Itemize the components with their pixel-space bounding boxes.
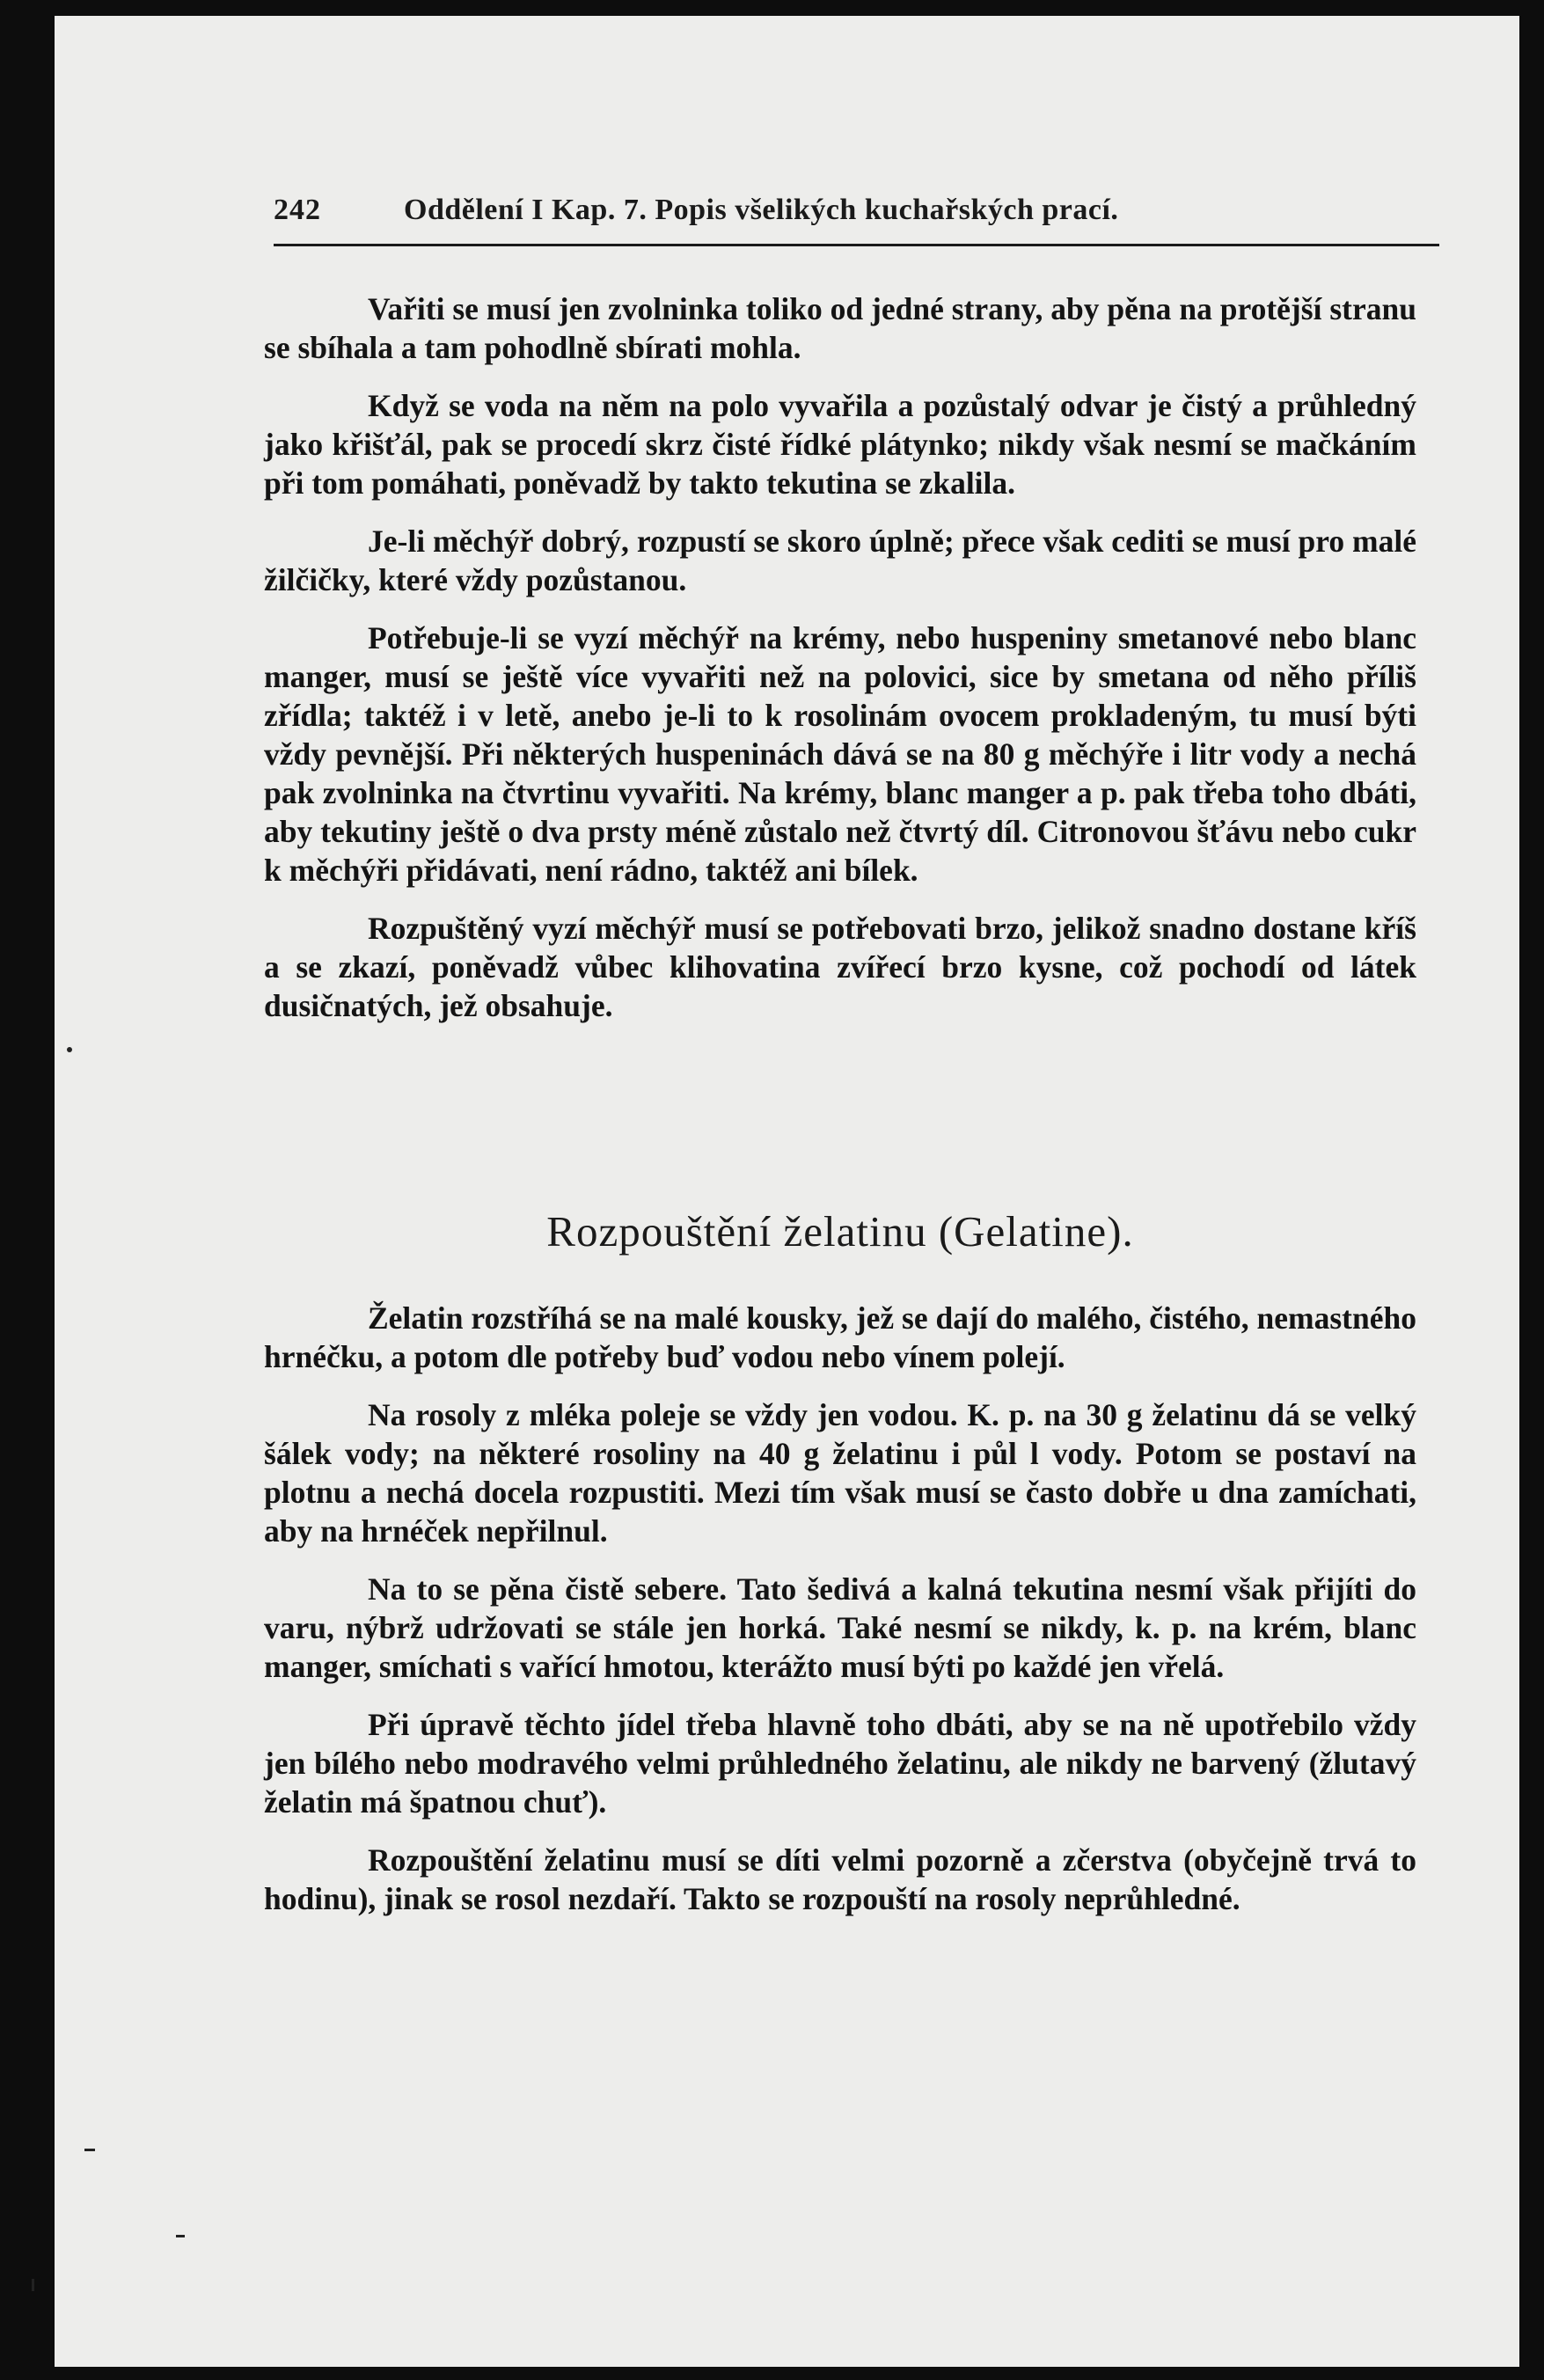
page-number: 242 xyxy=(274,194,321,226)
scan-speck xyxy=(176,2235,185,2237)
header-rule xyxy=(274,244,1439,246)
paragraph: Vařiti se musí jen zvolninka toliko od jedné strany, aby pěna na protější stranu se sbíhala a tam pohodlně sbírati mohla. xyxy=(264,291,1416,365)
paragraph: Rozpuštěný vyzí měchýř musí se potřebovati brzo, jelikož snadno dostane kříš a se zkazí, poněvadž vůbec klihovatina zvířecí brzo kysne, což pochodí od látek dusičnatých, jež obsahuje. xyxy=(264,911,1416,1023)
paragraph: Rozpouštění želatinu musí se díti velmi pozorně a zčerstva (obyčejně trvá to hodinu), jinak se rosol nezdaří. Takto se rozpouští na rosoly neprůhledné. xyxy=(264,1842,1416,1916)
section-vyzi-mechyr xyxy=(264,289,1416,1025)
scan-speck xyxy=(67,1047,72,1052)
paragraph: Potřebuje-li se vyzí měchýř na krémy, nebo huspeniny smetanové nebo blanc manger, musí se ještě více vyvařiti než na polovici, sice by smetana od něho příliš zřídla; taktéž i v letě, anebo je-li to k rosolinám ovocem prokladeným, tu musí býti vždy pevnější. Při některých huspeninách dává se na 80 g měchýře i litr vody a nechá pak zvolninka na čtvrtinu vyvařiti. Na krémy, blanc manger a p. pak třeba toho dbáti, aby tekutiny ještě o dva prsty méně zůstalo než čtvrtý díl. Citronovou šťávu nebo cukr k měchýři přidávati, není rádno, taktéž ani bílek. xyxy=(264,620,1416,888)
section-zelatin xyxy=(264,1299,1416,1918)
page-header xyxy=(274,194,1439,239)
paragraph: Když se voda na něm na polo vyvařila a pozůstalý odvar je čistý a průhledný jako křišťál, pak se procedí skrz čisté řídké plátynko; nikdy však nesmí se mačkáním při tom pomáhati, poněvadž by takto tekutina se zkalila. xyxy=(264,388,1416,501)
section-heading: Rozpouštění želatinu (Gelatine). xyxy=(546,1207,1134,1256)
paragraph: Je-li měchýř dobrý, rozpustí se skoro úplně; přece však cediti se musí pro malé žilčičky, které vždy pozůstanou. xyxy=(264,524,1416,597)
paragraph: Na rosoly z mléka poleje se vždy jen vodou. K. p. na 30 g želatinu dá se velký šálek vody; na některé rosoliny na 40 g želatinu i půl l vody. Potom se postaví na plotnu a nechá docela rozpustiti. Mezi tím však musí se často dobře u dna zamíchati, aby na hrnéček nepřilnul. xyxy=(264,1397,1416,1549)
paragraph: Při úpravě těchto jídel třeba hlavně toho dbáti, aby se na ně upotřebilo vždy jen bílého nebo modravého velmi průhledného želatinu, ale nikdy ne barvený (žlutavý želatin má špatnou chuť). xyxy=(264,1707,1416,1820)
running-title: Oddělení I Kap. 7. Popis všelikých kuchařských prací. xyxy=(404,194,1119,226)
scan-speck xyxy=(32,2279,34,2291)
scan-speck xyxy=(84,2149,95,2151)
paragraph: Želatin rozstříhá se na malé kousky, jež se dají do malého, čistého, nemastného hrnéčku, a potom dle potřeby buď vodou nebo vínem polejí. xyxy=(264,1300,1416,1374)
paragraph: Na to se pěna čistě sebere. Tato šedivá a kalná tekutina nesmí však přijíti do varu, nýbrž udržovati se stále jen horká. Také nesmí se nikdy, k. p. na krém, blanc manger, smíchati s vařící hmotou, kterážto musí býti po každé jen vřelá. xyxy=(264,1571,1416,1684)
